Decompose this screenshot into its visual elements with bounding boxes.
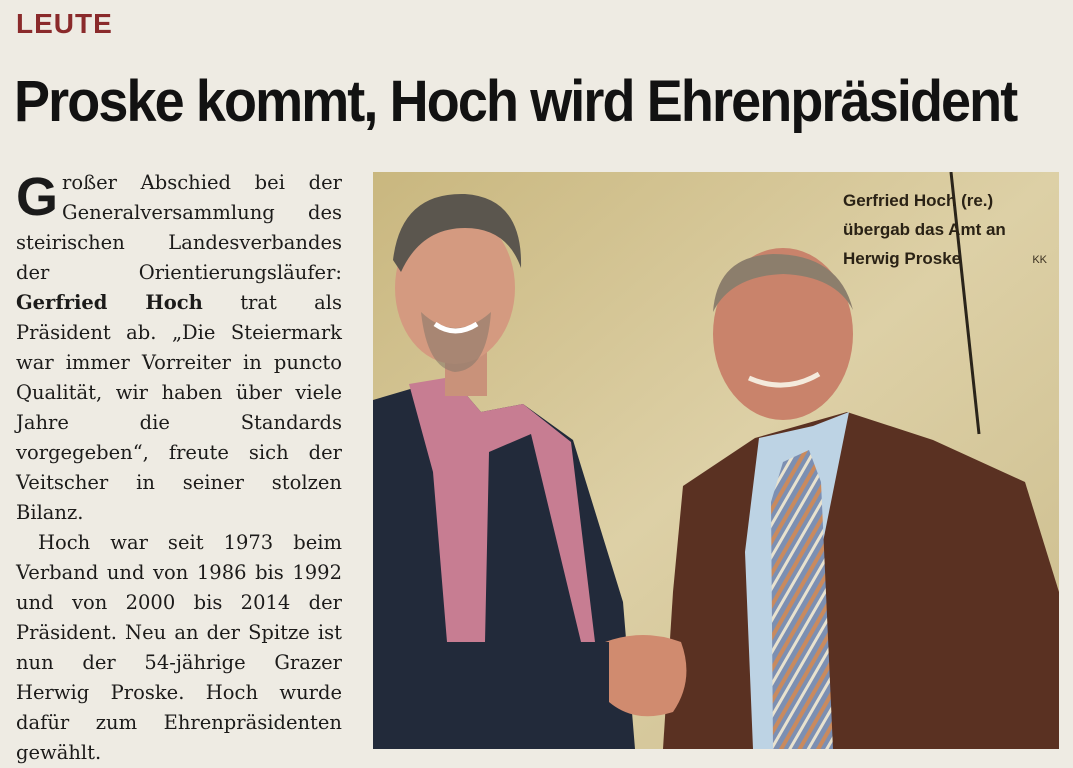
paragraph-1-rest: trat als Präsident ab. „Die Steiermark war immer Vorreiter in puncto Qualität, wir haben über viele Jahre die Standards vorgegeben“, freute sich der Veitscher in seiner stolzen Bilanz. [16,291,343,524]
paragraph-2: Hoch war seit 1973 beim Verband und von 1986 bis 1992 und von 2000 bis 2014 der Präsident. Neu an der Spitze ist nun der 54-jährige Grazer Herwig Proske. Hoch wurde dafür zum Ehrenpräsidenten gewählt. [16,531,342,764]
person-name: Gerfried Hoch [16,291,203,314]
section-label: LEUTE [16,8,113,39]
paragraph-1-text: roßer Abschied bei der Generalversammlung des steirischen Landesverbandes der Orientierungsläufer: [16,171,342,284]
headline: Proske kommt, Hoch wird Ehrenpräsident [14,69,1017,134]
photo-caption: Gerfried Hoch (re.) übergab das Amt an Herwig Proske [843,191,1006,268]
photo [373,172,1059,749]
drop-cap: G [16,167,59,227]
photo-credit: KK [1032,254,1047,266]
paragraph-1 [16,168,342,528]
article-body [16,168,342,768]
